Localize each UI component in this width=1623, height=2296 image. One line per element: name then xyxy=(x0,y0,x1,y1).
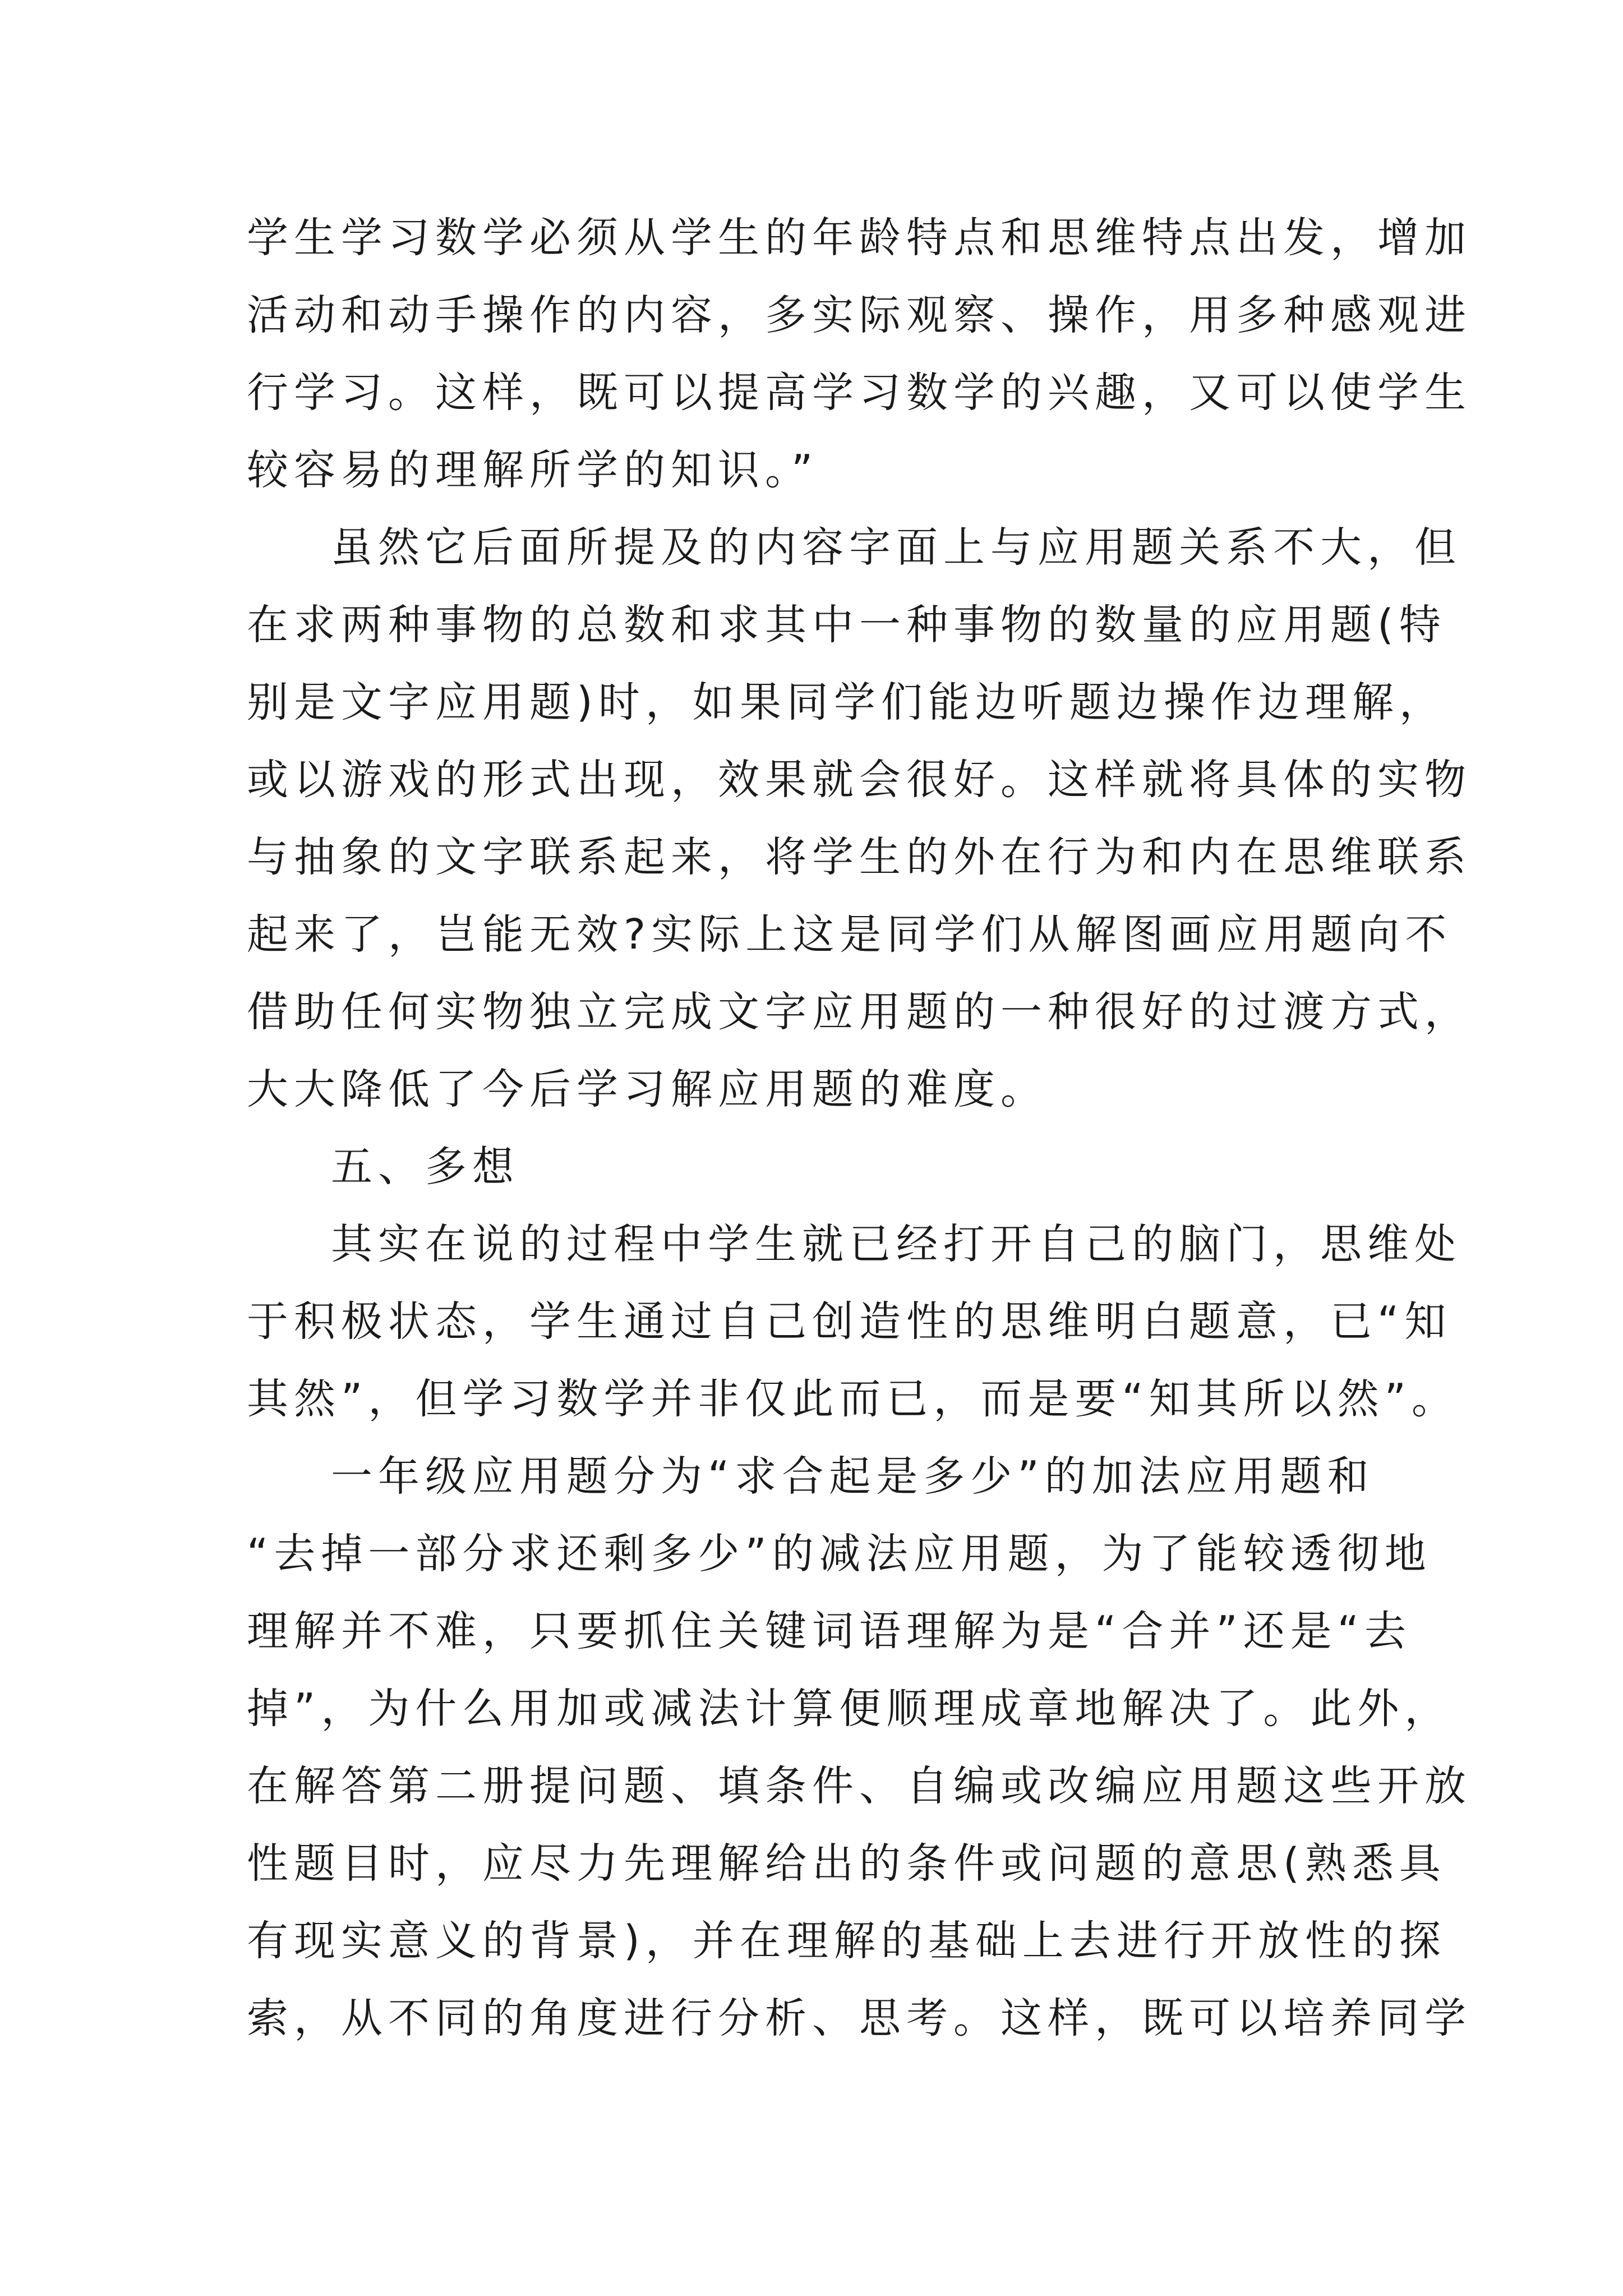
text-line: 索，从不同的角度进行分析、思考。这样，既可以培养同学 xyxy=(247,1994,1472,2042)
text-line: 行学习。这样，既可以提高学习数学的兴趣，又可以使学生 xyxy=(247,369,1472,417)
text-line: 起来了，岂能无效?实际上这是同学们从解图画应用题向不 xyxy=(247,910,1453,959)
body-text xyxy=(247,199,1472,2057)
text-line: 与抽象的文字联系起来，将学生的外在行为和内在思维联系 xyxy=(247,833,1472,881)
text-line: 大大降低了今后学习解应用题的难度。 xyxy=(247,1065,1048,1114)
text-line: 借助任何实物独立完成文字应用题的一种很好的过渡方式， xyxy=(247,988,1472,1036)
text-line: 活动和动手操作的内容，多实际观察、操作，用多种感观进 xyxy=(247,291,1472,339)
text-line: 于积极状态，学生通过自己创造性的思维明白题意，已“知 xyxy=(247,1297,1452,1346)
text-line: 其然”，但学习数学并非仅此而已，而是要“知其所以然”。 xyxy=(247,1375,1459,1423)
paragraph-first-line: 一年级应用题分为“求合起是多少”的加法应用题和 xyxy=(331,1452,1375,1501)
text-line: 或以游戏的形式出现，效果就会很好。这样就将具体的实物 xyxy=(247,756,1472,804)
text-line: 较容易的理解所学的知识。” xyxy=(247,446,819,494)
paragraph-first-line: 虽然它后面所提及的内容字面上与应用题关系不大，但 xyxy=(331,523,1461,572)
text-line: 有现实意义的背景)，并在理解的基础上去进行开放性的探 xyxy=(247,1917,1446,1965)
text-line: 别是文字应用题)时，如果同学们能边听题边操作边理解， xyxy=(247,678,1446,726)
text-line: 理解并不难，只要抓住关键词语理解为是“合并”还是“去 xyxy=(247,1607,1412,1655)
text-line: 性题目时，应尽力先理解给出的条件或问题的意思(熟悉具 xyxy=(247,1839,1446,1888)
text-line: 掉”，为什么用加或减法计算便顺理成章地解决了。此外， xyxy=(247,1685,1452,1733)
section-heading: 五、多想 xyxy=(331,1143,519,1191)
text-line: “去掉一部分求还剩多少”的减法应用题，为了能较透彻地 xyxy=(247,1530,1432,1578)
text-line: 在解答第二册提问题、填条件、自编或改编应用题这些开放 xyxy=(247,1762,1472,1810)
paragraph-first-line: 其实在说的过程中学生就已经打开自己的脑门，思维处 xyxy=(331,1220,1461,1268)
text-line: 在求两种事物的总数和求其中一种事物的数量的应用题(特 xyxy=(247,601,1446,649)
text-line: 学生学习数学必须从学生的年龄特点和思维特点出发，增加 xyxy=(247,214,1472,262)
